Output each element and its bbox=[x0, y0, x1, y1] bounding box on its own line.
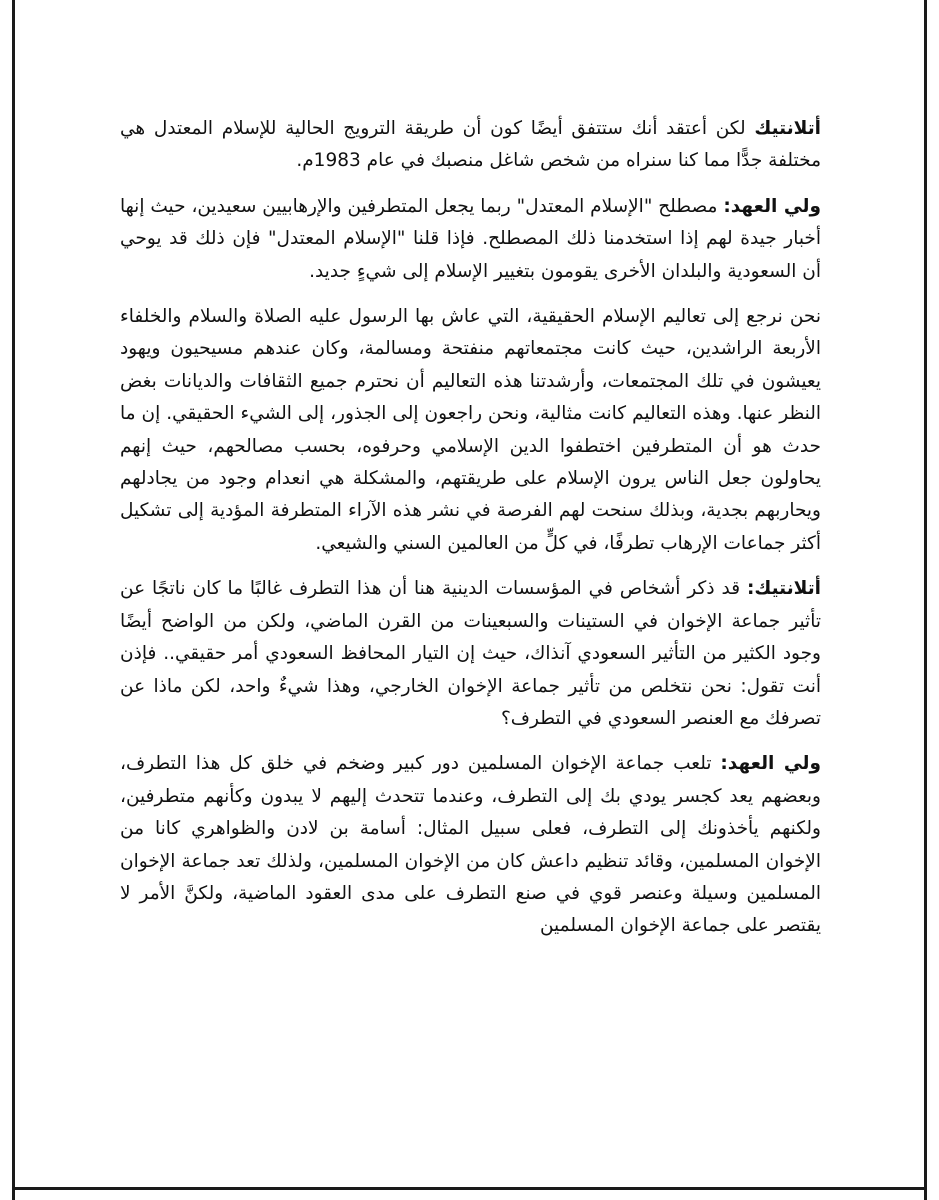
paragraph-text: قد ذكر أشخاص في المؤسسات الدينية هنا أن هذا التطرف غالبًا ما كان ناتجًا عن تأثير جماعة الإخوان في الستينات والسبعينات من القرن الماضي، ولكن من الواضح أيضًا وجود الكثير من التأثير السعودي آنذاك، حيث إن التيار المحافظ السعودي أمر حقيقي.. فإذن أنت تقول: نحن نتخلص من تأثير جماعة الإخوان الخارجي، وهذا شيءٌ واحد، لكن ماذا عن تصرفك مع العنصر السعودي في التطرف؟ bbox=[120, 578, 821, 729]
paragraph-crown-prince-answer-2 bbox=[120, 748, 821, 942]
speaker-label: ولي العهد: bbox=[723, 195, 821, 217]
paragraph-text: نحن نرجع إلى تعاليم الإسلام الحقيقية، التي عاش بها الرسول عليه الصلاة والسلام والخلفاء الأربعة الراشدين، حيث كانت مجتمعاتهم منفتحة ومسالمة، وكان عندهم مسيحيون ويهود يعيشون في تلك المجتمعات، وأرشدتنا هذه التعاليم أن نحترم جميع الثقافات والديانات بغض النظر عنها. وهذه التعاليم كانت مثالية، ونحن راجعون إلى الجذور، إلى الشيء الحقيقي. إن ما حدث هو أن المتطرفين اختطفوا الدين الإسلامي وحرفوه، بحسب مصالحهم، حيث إنهم يحاولون جعل الناس يرون الإسلام على طريقتهم، والمشكلة هي انعدام وجود من يجادلهم ويحاربهم بجدية، وبذلك سنحت لهم الفرصة في نشر هذه الآراء المتطرفة المؤدية إلى تشكيل أكثر جماعات الإرهاب تطرفًا، في كلٍّ من العالمين السني والشيعي. bbox=[120, 306, 821, 554]
page-bottom-border bbox=[12, 1187, 927, 1190]
page-left-border bbox=[12, 0, 15, 1200]
paragraph-crown-prince-answer-1-cont bbox=[120, 301, 821, 560]
paragraph-atlantic-question-1 bbox=[120, 113, 821, 178]
document-body bbox=[120, 113, 821, 956]
paragraph-crown-prince-answer-1 bbox=[120, 191, 821, 288]
paragraph-atlantic-question-2 bbox=[120, 573, 821, 735]
paragraph-text: لكن أعتقد أنك ستتفق أيضًا كون أن طريقة الترويج الحالية للإسلام المعتدل هي مختلفة جدًّا مما كنا سنراه من شخص شاغل منصبك في عام 1983م. bbox=[120, 118, 821, 172]
page-right-border bbox=[924, 0, 927, 1200]
speaker-label: أتلانتيك bbox=[754, 118, 821, 139]
paragraph-text: تلعب جماعة الإخوان المسلمين دور كبير وضخم في خلق كل هذا التطرف، وبعضهم يعد كجسر يودي بك إلى التطرف، وعندما تتحدث إليهم لا يبدون وكأنهم متطرفين، ولكنهم يأخذونك إلى التطرف، فعلى سبيل المثال: أسامة بن لادن والظواهري كانا من الإخوان المسلمين، وقائد تنظيم داعش كان من الإخوان المسلمين، ولذلك تعد جماعة الإخوان المسلمين وسيلة وعنصر قوي في صنع التطرف على مدى العقود الماضية، ولكنَّ الأمر لا يقتصر على جماعة الإخوان المسلمين bbox=[120, 753, 821, 937]
speaker-label: أتلانتيك: bbox=[746, 578, 821, 600]
paragraph-text: مصطلح "الإسلام المعتدل" ربما يجعل المتطرفين والإرهابيين سعيدين، حيث إنها أخبار جيدة لهم إذا استخدمنا ذلك المصطلح. فإذا قلنا "الإسلام المعتدل" فإن ذلك قد يوحي أن السعودية والبلدان الأخرى يقومون بتغيير الإسلام إلى شيءٍ جديد. bbox=[120, 195, 821, 282]
speaker-label: ولي العهد: bbox=[720, 753, 821, 775]
